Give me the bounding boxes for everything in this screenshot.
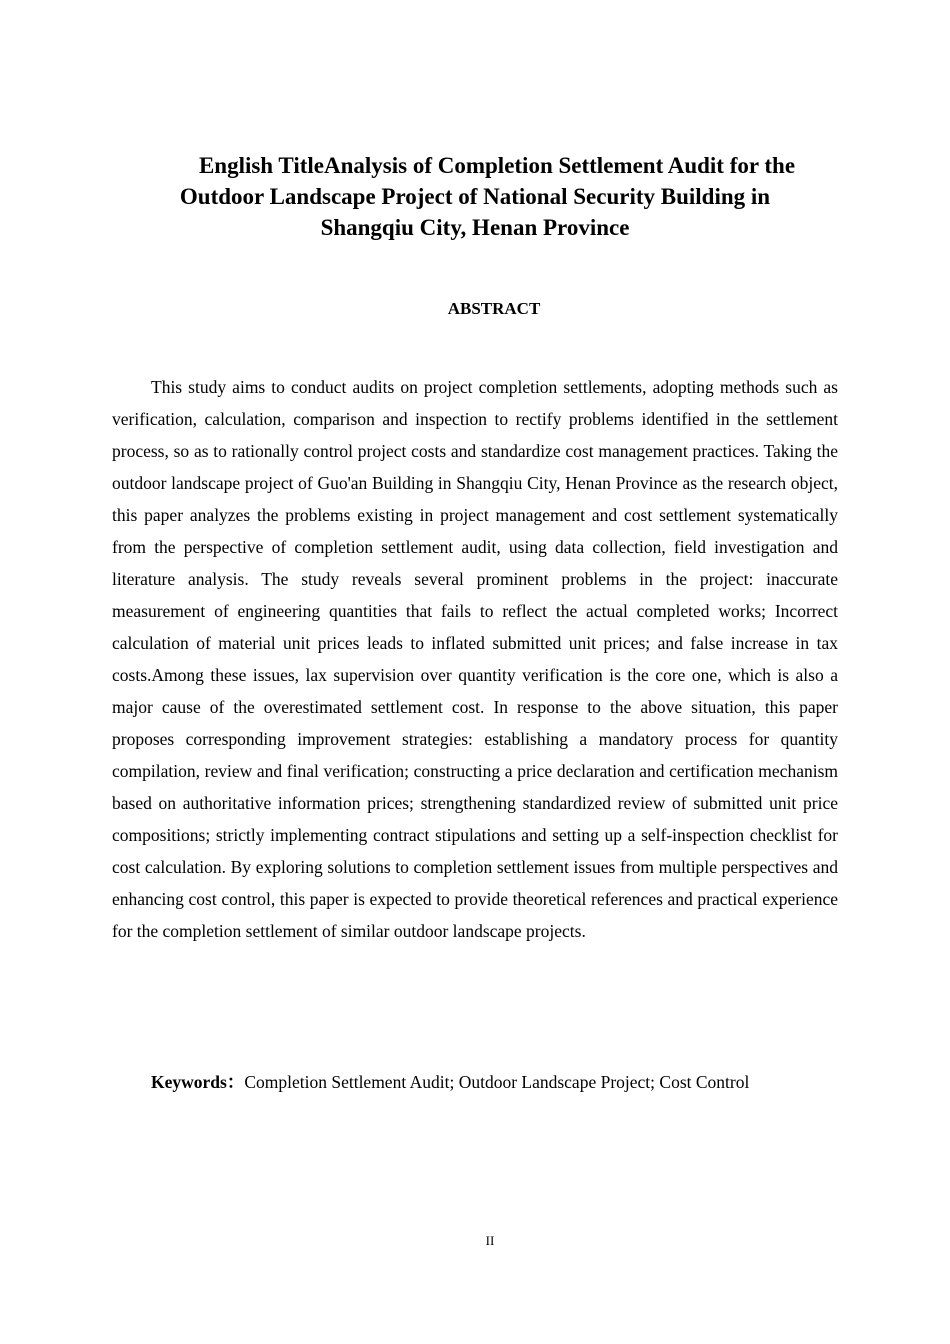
page-number: II	[485, 1233, 495, 1248]
keywords-line	[151, 1069, 851, 1095]
abstract-heading: ABSTRACT	[447, 299, 541, 318]
english-title	[112, 150, 838, 243]
title-line-3: Shangqiu City, Henan Province	[320, 215, 630, 240]
title-line-1: English TitleAnalysis of Completion Settlement Audit for the	[198, 153, 796, 178]
keywords-value: Completion Settlement Audit; Outdoor Landscape Project; Cost Control	[244, 1072, 750, 1092]
keywords-label: Keywords：	[151, 1072, 245, 1092]
title-line-2: Outdoor Landscape Project of National Security Building in	[179, 184, 771, 209]
abstract-body: This study aims to conduct audits on project completion settlements, adopting methods such as verification, calculation, comparison and inspection to rectify problems identified in the settlement process, so as to rationally control project costs and standardize cost management practices. Taking the outdoor landscape project of Guo'an Building in Shangqiu City, Henan Province as the research object, this paper analyzes the problems existing in project management and cost settlement systematically from the perspective of completion settlement audit, using data collection, field investigation and literature analysis. The study reveals several prominent problems in the project: inaccurate measurement of engineering quantities that fails to reflect the actual completed works; Incorrect calculation of material unit prices leads to inflated submitted unit prices; and false increase in tax costs.Among these issues, lax supervision over quantity verification is the core one, which is also a major cause of the overestimated settlement cost. In response to the above situation, this paper proposes corresponding improvement strategies: establishing a mandatory process for quantity compilation, review and final verification; constructing a price declaration and certification mechanism based on authoritative information prices; strengthening standardized review of submitted unit price compositions; strictly implementing contract stipulations and setting up a self-inspection checklist for cost calculation. By exploring solutions to completion settlement issues from multiple perspectives and enhancing cost control, this paper is expected to provide theoretical references and practical experience for the completion settlement of similar outdoor landscape projects.	[112, 377, 838, 941]
